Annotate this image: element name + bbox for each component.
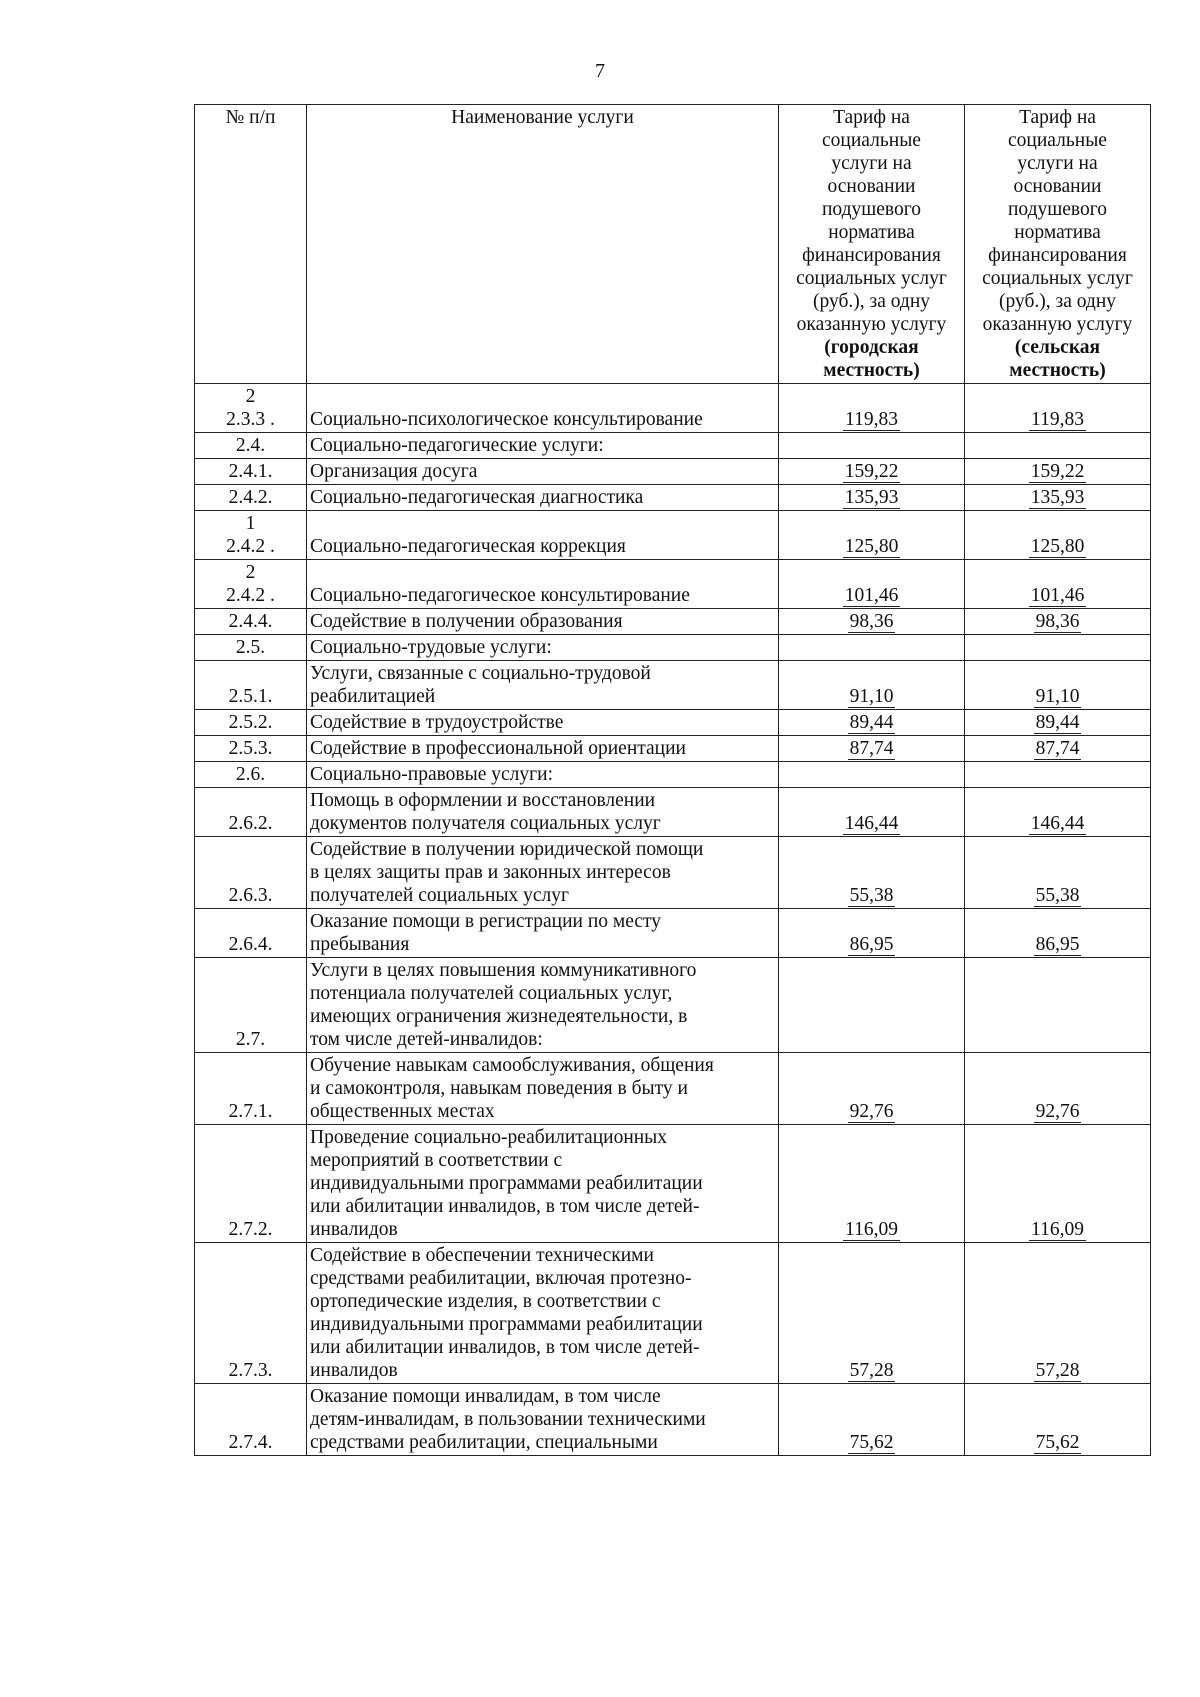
row-number: [195, 736, 307, 762]
row-number-value: 2.7.3.: [228, 1360, 273, 1381]
tariff-urban-value: 101,46: [844, 585, 899, 606]
header-tariff-urban-text: [782, 106, 961, 336]
tariff-rural-value: [1056, 1029, 1060, 1050]
tariff-rural-value: 92,76: [1035, 1101, 1080, 1122]
header-line: услуги на: [1017, 153, 1098, 174]
row-number-value: 2.6.3.: [228, 885, 273, 906]
tariff-rural-value: 125,80: [1030, 536, 1085, 557]
service-name: [307, 837, 779, 909]
service-name-line: Социально-педагогическая диагностика: [310, 487, 644, 508]
tariff-urban-value: 89,44: [849, 712, 894, 733]
service-name: [307, 1125, 779, 1243]
header-tariff-rural-location: [968, 336, 1147, 382]
tariff-urban: [779, 635, 965, 661]
tariff-urban: [779, 1125, 965, 1243]
service-name: [307, 459, 779, 485]
tariff-rural-value: 86,95: [1035, 934, 1080, 955]
service-name-line: Социально-психологическое консультирование: [310, 409, 703, 430]
row-number-value: 2.6.2.: [228, 813, 273, 834]
service-name: [307, 661, 779, 710]
tariff-rural: [965, 1243, 1151, 1384]
tariff-rural: [965, 459, 1151, 485]
service-name-line: инвалидов: [310, 1219, 398, 1240]
table-row: [195, 1053, 1151, 1125]
tariff-table: [194, 104, 1151, 1456]
row-number-index: 2: [245, 562, 256, 583]
service-name-line: мероприятий в соответствии с: [310, 1150, 563, 1171]
service-name-line: Услуги в целях повышения коммуникативного: [310, 960, 697, 981]
tariff-urban-value: 91,10: [849, 686, 894, 707]
tariff-urban: [779, 560, 965, 609]
service-name: [307, 560, 779, 609]
table-header-row: [195, 105, 1151, 384]
tariff-urban-value: [870, 435, 874, 456]
table-row: [195, 485, 1151, 511]
row-number-value: 2.6.4.: [228, 934, 273, 955]
header-line: (руб.), за одну: [998, 291, 1117, 312]
tariff-urban: [779, 433, 965, 459]
tariff-rural-value: 116,09: [1031, 1219, 1084, 1240]
header-line: норматива: [828, 222, 915, 243]
row-number-value: 2.7.2.: [228, 1219, 273, 1240]
header-line: Тариф на: [833, 107, 910, 128]
tariff-rural: [965, 485, 1151, 511]
tariff-rural: [965, 1053, 1151, 1125]
service-name: [307, 511, 779, 560]
service-name-line: Социально-педагогическая коррекция: [310, 536, 626, 557]
tariff-rural: [965, 560, 1151, 609]
service-name-line: имеющих ограничения жизнедеятельности, в: [310, 1006, 688, 1027]
table-row: [195, 384, 1151, 433]
tariff-urban: [779, 1384, 965, 1456]
tariff-rural: [965, 1125, 1151, 1243]
tariff-rural-value: 55,38: [1035, 885, 1080, 906]
tariff-rural-value: 57,28: [1035, 1360, 1080, 1381]
tariff-rural-value: 75,62: [1035, 1432, 1080, 1453]
header-line: оказанную услугу: [796, 314, 947, 335]
header-line: социальных услуг: [982, 268, 1133, 289]
service-name-line: документов получателя социальных услуг: [310, 813, 661, 834]
tariff-rural: [965, 837, 1151, 909]
service-name-line: средствами реабилитации, включая протезно-: [310, 1268, 692, 1289]
tariff-urban-value: [870, 764, 874, 785]
tariff-urban: [779, 710, 965, 736]
tariff-urban-value: 86,95: [849, 934, 894, 955]
tariff-urban: [779, 609, 965, 635]
row-number: [195, 635, 307, 661]
header-line: основании: [1013, 176, 1102, 197]
table-row: [195, 433, 1151, 459]
header-line: норматива: [1014, 222, 1101, 243]
tariff-urban-value: 159,22: [844, 461, 899, 482]
tariff-rural: [965, 1384, 1151, 1456]
header-line: основании: [827, 176, 916, 197]
tariff-urban-value: [870, 637, 874, 658]
table-body: [195, 384, 1151, 1456]
row-number: [195, 1125, 307, 1243]
tariff-urban-value: [870, 1029, 874, 1050]
row-number: [195, 459, 307, 485]
table-row: [195, 1384, 1151, 1456]
service-name-line: или абилитации инвалидов, в том числе детей-: [310, 1337, 700, 1358]
service-name-line: Социально-правовые услуги:: [310, 764, 553, 785]
tariff-rural-value: 119,83: [1031, 409, 1084, 430]
tariff-rural-value: [1056, 637, 1060, 658]
service-name: [307, 384, 779, 433]
service-name-line: в целях защиты прав и законных интересов: [310, 862, 671, 883]
row-number-value: 2.4.1.: [228, 461, 273, 482]
service-name-line: Содействие в получении юридической помощи: [310, 839, 704, 860]
header-line: социальные: [1008, 130, 1107, 151]
service-name-line: средствами реабилитации, специальными: [310, 1432, 658, 1453]
table-row: [195, 1243, 1151, 1384]
row-number: [195, 1053, 307, 1125]
row-number: [195, 762, 307, 788]
service-name-line: общественных местах: [310, 1101, 495, 1122]
service-name-line: Услуги, связанные с социально-трудовой: [310, 663, 651, 684]
header-line: (сельская: [1014, 337, 1101, 358]
service-name-line: индивидуальными программами реабилитации: [310, 1314, 703, 1335]
row-number-value: 2.7.: [235, 1029, 266, 1050]
tariff-rural-value: 135,93: [1030, 487, 1085, 508]
row-number-value: 2.4.4.: [228, 611, 273, 632]
tariff-urban: [779, 485, 965, 511]
service-name-line: Оказание помощи инвалидам, в том числе: [310, 1386, 661, 1407]
row-number: [195, 788, 307, 837]
table-row: [195, 635, 1151, 661]
tariff-rural: [965, 609, 1151, 635]
tariff-urban: [779, 958, 965, 1053]
service-name-line: ортопедические изделия, в соответствии с: [310, 1291, 661, 1312]
service-name: [307, 635, 779, 661]
header-line: услуги на: [831, 153, 912, 174]
tariff-urban: [779, 384, 965, 433]
table-row: [195, 762, 1151, 788]
tariff-urban: [779, 762, 965, 788]
service-name-line: Оказание помощи в регистрации по месту: [310, 911, 662, 932]
header-line: финансирования: [988, 245, 1127, 266]
row-number-value: 2.6.: [235, 764, 266, 785]
header-line: оказанную услугу: [982, 314, 1133, 335]
row-number: [195, 433, 307, 459]
service-name-line: Содействие в получении образования: [310, 611, 623, 632]
header-tariff-rural-text: [968, 106, 1147, 336]
tariff-urban: [779, 459, 965, 485]
service-name-line: Помощь в оформлении и восстановлении: [310, 790, 656, 811]
header-tariff-urban: [779, 105, 965, 384]
service-name-line: Организация досуга: [310, 461, 478, 482]
row-number: [195, 1243, 307, 1384]
table-row: [195, 459, 1151, 485]
service-name: [307, 736, 779, 762]
row-number-value: 2.4.: [235, 435, 266, 456]
service-name: [307, 1053, 779, 1125]
tariff-urban-value: 57,28: [849, 1360, 894, 1381]
tariff-rural: [965, 736, 1151, 762]
service-name: [307, 1384, 779, 1456]
tariff-urban-value: 75,62: [849, 1432, 894, 1453]
row-number: [195, 661, 307, 710]
service-name-line: Содействие в профессиональной ориентации: [310, 738, 686, 759]
header-num: № п/п: [195, 105, 307, 384]
table-row: [195, 710, 1151, 736]
tariff-rural-value: 159,22: [1030, 461, 1085, 482]
table-row: [195, 909, 1151, 958]
header-line: местность): [1009, 360, 1106, 381]
service-name: [307, 762, 779, 788]
header-line: социальные: [822, 130, 921, 151]
table-row: [195, 736, 1151, 762]
table-row: [195, 609, 1151, 635]
header-line: (городская: [824, 337, 919, 358]
table-row: [195, 661, 1151, 710]
header-name: Наименование услуги: [307, 105, 779, 384]
tariff-urban-value: 116,09: [845, 1219, 898, 1240]
service-name-line: Социально-трудовые услуги:: [310, 637, 552, 658]
header-line: подушевого: [1007, 199, 1108, 220]
tariff-urban-value: 119,83: [845, 409, 898, 430]
tariff-rural: [965, 710, 1151, 736]
tariff-rural-value: 98,36: [1035, 611, 1080, 632]
service-name-line: индивидуальными программами реабилитации: [310, 1173, 703, 1194]
row-number-value: 2.4.2.: [228, 487, 273, 508]
header-line: финансирования: [802, 245, 941, 266]
row-number: [195, 710, 307, 736]
tariff-urban: [779, 909, 965, 958]
tariff-rural-value: 87,74: [1035, 738, 1080, 759]
header-tariff-rural: [965, 105, 1151, 384]
header-line: Тариф на: [1019, 107, 1096, 128]
row-number: [195, 384, 307, 433]
service-name-line: Содействие в трудоустройстве: [310, 712, 564, 733]
tariff-rural-value: [1056, 764, 1060, 785]
row-number-value: 2.7.4.: [228, 1432, 273, 1453]
table-row: [195, 1125, 1151, 1243]
tariff-urban-value: 125,80: [844, 536, 899, 557]
tariff-urban: [779, 1053, 965, 1125]
service-name: [307, 909, 779, 958]
header-line: подушевого: [821, 199, 922, 220]
table-row: [195, 788, 1151, 837]
service-name-line: получателей социальных услуг: [310, 885, 570, 906]
page-number: 7: [595, 60, 605, 82]
service-name: [307, 433, 779, 459]
service-name: [307, 609, 779, 635]
tariff-rural: [965, 958, 1151, 1053]
tariff-urban: [779, 511, 965, 560]
service-name-line: Обучение навыкам самообслуживания, общения: [310, 1055, 714, 1076]
tariff-rural: [965, 433, 1151, 459]
tariff-urban-value: 135,93: [844, 487, 899, 508]
header-line: социальных услуг: [796, 268, 947, 289]
row-number: [195, 909, 307, 958]
service-name-line: Социально-педагогическое консультирование: [310, 585, 690, 606]
service-name-line: реабилитацией: [310, 686, 436, 707]
service-name-line: Проведение социально-реабилитационных: [310, 1127, 668, 1148]
tariff-urban-value: 55,38: [849, 885, 894, 906]
service-name-line: и самоконтроля, навыкам поведения в быту и: [310, 1078, 688, 1099]
service-name-line: Содействие в обеспечении техническими: [310, 1245, 654, 1266]
tariff-urban-value: 98,36: [849, 611, 894, 632]
service-name: [307, 485, 779, 511]
row-number: [195, 837, 307, 909]
header-tariff-urban-location: [782, 336, 961, 382]
service-name: [307, 788, 779, 837]
tariff-rural-value: 101,46: [1030, 585, 1085, 606]
row-number: [195, 1384, 307, 1456]
service-name-line: том числе детей-инвалидов:: [310, 1029, 543, 1050]
tariff-urban: [779, 736, 965, 762]
tariff-urban: [779, 661, 965, 710]
row-number-value: 2.4.2 .: [226, 585, 275, 606]
service-name-line: или абилитации инвалидов, в том числе детей-: [310, 1196, 700, 1217]
tariff-rural: [965, 511, 1151, 560]
row-number-value: 2.5.3.: [228, 738, 273, 759]
table-row: [195, 511, 1151, 560]
table-row: [195, 837, 1151, 909]
row-number: [195, 958, 307, 1053]
service-name-line: Социально-педагогические услуги:: [310, 435, 604, 456]
service-name: [307, 1243, 779, 1384]
row-number-value: 2.5.2.: [228, 712, 273, 733]
tariff-rural: [965, 661, 1151, 710]
table-row: [195, 560, 1151, 609]
tariff-urban: [779, 1243, 965, 1384]
row-number-value: 2.5.1.: [228, 686, 273, 707]
tariff-urban-value: 87,74: [849, 738, 894, 759]
tariff-rural: [965, 635, 1151, 661]
tariff-rural-value: 91,10: [1035, 686, 1080, 707]
service-name: [307, 710, 779, 736]
row-number-index: 1: [245, 513, 256, 534]
row-number-value: 2.5.: [235, 637, 266, 658]
header-line: (руб.), за одну: [812, 291, 931, 312]
header-line: местность): [823, 360, 920, 381]
row-number-value: 2.7.1.: [228, 1101, 273, 1122]
tariff-rural-value: 89,44: [1035, 712, 1080, 733]
row-number-index: 2: [245, 386, 256, 407]
tariff-urban-value: 92,76: [849, 1101, 894, 1122]
row-number: [195, 511, 307, 560]
tariff-rural: [965, 384, 1151, 433]
row-number: [195, 485, 307, 511]
tariff-urban: [779, 788, 965, 837]
row-number: [195, 560, 307, 609]
service-name-line: инвалидов: [310, 1360, 398, 1381]
tariff-rural: [965, 909, 1151, 958]
tariff-urban-value: 146,44: [844, 813, 899, 834]
service-name-line: детям-инвалидам, в пользовании техническими: [310, 1409, 706, 1430]
tariff-rural-value: [1056, 435, 1060, 456]
service-name: [307, 958, 779, 1053]
tariff-rural-value: 146,44: [1030, 813, 1085, 834]
row-number-value: 2.4.2 .: [226, 536, 275, 557]
tariff-rural: [965, 762, 1151, 788]
service-name-line: пребывания: [310, 934, 410, 955]
tariff-urban: [779, 837, 965, 909]
table-row: [195, 958, 1151, 1053]
tariff-rural: [965, 788, 1151, 837]
row-number: [195, 609, 307, 635]
row-number-value: 2.3.3 .: [226, 409, 275, 430]
service-name-line: потенциала получателей социальных услуг,: [310, 983, 673, 1004]
